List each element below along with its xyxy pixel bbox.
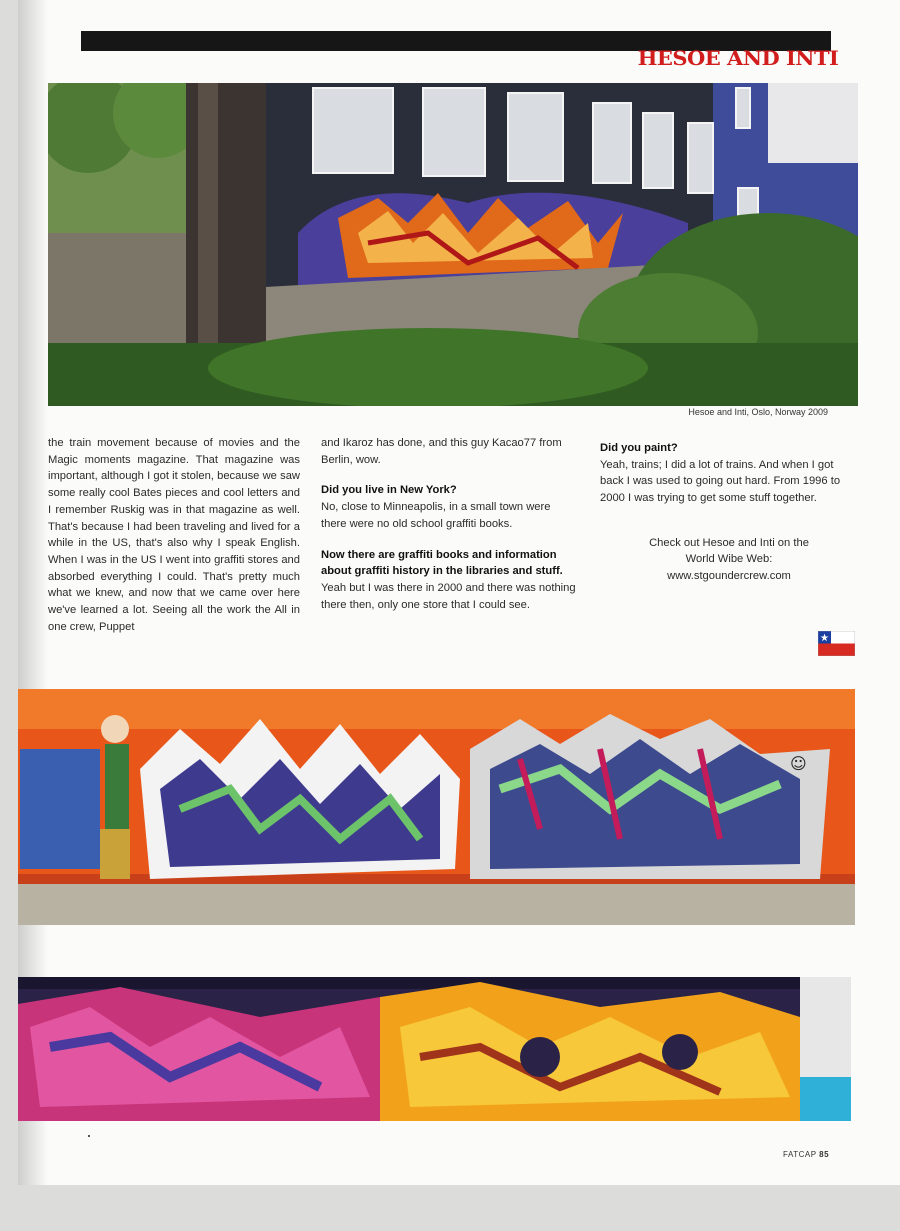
answer-did-you-paint: Yeah, trains; I did a lot of trains. And when I got back I was used to going out hard. From 1996 to 2000 I was trying to get some stuff together. xyxy=(600,458,841,505)
page-number: 85 xyxy=(819,1150,830,1159)
photo-orange-graffiti-wall xyxy=(18,689,855,925)
question-new-york: Did you live in New York? xyxy=(321,484,457,497)
article-column-3 xyxy=(600,440,858,584)
photo-pink-graffiti-wall xyxy=(18,977,851,1121)
magazine-name: FATCAP xyxy=(783,1150,817,1159)
magazine-page xyxy=(18,0,900,1185)
checkout-block xyxy=(600,535,858,585)
column-2-text: and Ikaroz has done, and this guy Kacao77 from Berlin, wow. xyxy=(321,437,562,466)
question-graffiti-books: Now there are graffiti books and information about graffiti history in the libraries and stuff. xyxy=(321,548,563,578)
checkout-line-2: World Wibe Web: xyxy=(685,553,773,566)
photo-caption: Hesoe and Inti, Oslo, Norway 2009 xyxy=(688,407,828,417)
photo-oslo-wall xyxy=(48,83,858,406)
article-column-1 xyxy=(48,435,300,635)
page-footer xyxy=(783,1150,829,1159)
article-title: HESOE AND INTI xyxy=(637,47,839,69)
question-did-you-paint: Did you paint? xyxy=(600,442,678,454)
answer-new-york: No, close to Minneapolis, in a small town were there were no old school graffiti books. xyxy=(321,501,551,530)
svg-text:☺: ☺ xyxy=(790,754,807,773)
column-1-text: the train movement because of movies and the Magic moments magazine. That magazine was important, although I got it stolen, because we saw some really cool Bates pieces and cool letters and I remember Ruskig was in that magazine as well. That's because I had been traveling and lived for a while in the US, that's also why I speak English. When I was in the US I went into graffiti stores and absorbed everything I could. That's pretty much what we knew, and now that we came over here we've learned a lot. Seeing all the work the All in one crew, Puppet xyxy=(48,437,300,633)
speck xyxy=(88,1135,90,1137)
article-column-2 xyxy=(321,435,579,613)
website-link[interactable]: www.stgoundercrew.com xyxy=(667,569,791,582)
chile-flag-icon xyxy=(818,631,855,656)
answer-graffiti-books: Yeah but I was there in 2000 and there was nothing there then, only one store that I could see. xyxy=(321,581,576,611)
checkout-line-1: Check out Hesoe and Inti on the xyxy=(649,536,809,549)
